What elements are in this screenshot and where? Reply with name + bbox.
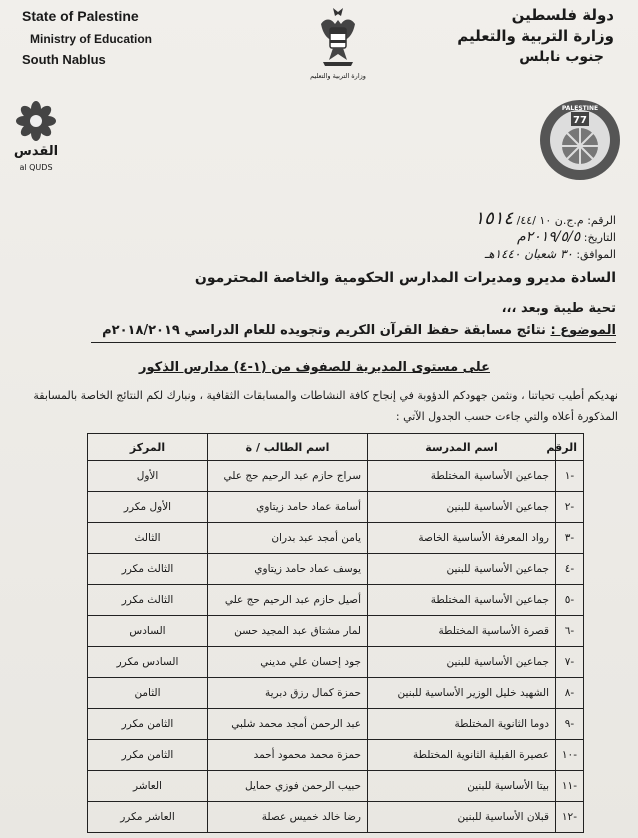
student-name: أسامة عماد حامد زيتاوي [208,492,368,523]
table-row [88,647,584,678]
student-name: حمزة محمد محمود أحمد [208,740,368,771]
quds-english: al QUDS [19,163,53,172]
row-number: -٩ [556,709,584,740]
student-name: حبيب الرحمن فوزي حمايل [208,771,368,802]
student-name: أصيل حازم عبد الرحيم حج علي [208,585,368,616]
school-name: قصرة الأساسية المختلطة [368,616,556,647]
school-name: قبلان الأساسية للبنين [368,802,556,833]
ar-directorate: جنوب نابلس [519,49,604,65]
row-number: -٣ [556,523,584,554]
header-english [22,8,152,67]
subject-underline [91,342,616,343]
badge-number: 77 [573,115,587,126]
rank: الأول مكرر [88,492,208,523]
school-name: جماعين الأساسية للبنين [368,647,556,678]
row-number: -٧ [556,647,584,678]
subject-text: نتائج مسابقة حفظ القرآن الكريم وتجويده للعام الدراسي ٢٠١٨/٢٠١٩م [102,323,546,338]
reference-label: الرقم: م.ج.ن ١٠ /٤٤/ [516,214,616,227]
row-number: -١١ [556,771,584,802]
table-row [88,523,584,554]
header-num: الرقم [556,434,584,461]
table-row [88,616,584,647]
school-name: عصيرة القبلية الثانوية المختلطة [368,740,556,771]
rank: الأول [88,461,208,492]
row-number: -١٢ [556,802,584,833]
hijri-line [485,247,616,261]
intro-line-2: المذكورة أعلاه والتي جاءت حسب الجدول الآتي : [395,410,618,423]
student-name: لمار مشتاق عبد المجيد حسن [208,616,368,647]
school-name: رواد المعرفة الأساسية الخاصة [368,523,556,554]
emblem-caption: وزارة التربية والتعليم [310,72,366,80]
rank: الثامن مكرر [88,740,208,771]
row-number: -٦ [556,616,584,647]
table-row [88,461,584,492]
rank: الثالث مكرر [88,554,208,585]
en-directorate: South Nablus [22,52,106,67]
table-header-row [88,434,584,461]
date-label: التاريخ: [583,231,616,244]
table-row [88,492,584,523]
flower-icon [14,100,58,142]
rank: الثالث مكرر [88,585,208,616]
reference-line [475,208,617,229]
school-name: جماعين الأساسية للبنين [368,554,556,585]
table-row [88,709,584,740]
subject-line [102,323,616,338]
date-value: ٢٠١٩/٥/٥م [517,229,581,245]
header-rank: المركز [88,434,208,461]
header-school: اسم المدرسة [368,434,556,461]
table-row [88,554,584,585]
row-number: -١٠ [556,740,584,771]
header-arabic [457,6,614,65]
rank: السادس [88,616,208,647]
row-number: -٤ [556,554,584,585]
greeting: تحية طيبة وبعد ،،، [501,301,616,316]
table-row [88,740,584,771]
student-name: عبد الرحمن أمجد محمد شلبي [208,709,368,740]
ar-state: دولة فلسطين [511,6,614,24]
rank: الثامن مكرر [88,709,208,740]
rank: العاشر [88,771,208,802]
student-name: يامن أمجد عبد بدران [208,523,368,554]
al-quds-logo [6,100,66,172]
row-number: -٨ [556,678,584,709]
table-row [88,771,584,802]
rank: الثامن [88,678,208,709]
en-ministry: Ministry of Education [30,32,153,46]
addressee: السادة مديرو ومديرات المدارس الحكومية والخاصة المحترمون [194,270,616,286]
results-table [87,433,584,833]
hijri-value: ٣٠ شعبان ١٤٤٠هـ [484,247,573,261]
palestine-77-badge [538,98,622,182]
student-name: يوسف عماد حامد زيتاوي [208,554,368,585]
en-state: State of Palestine [22,8,139,24]
student-name: جود إحسان علي مديني [208,647,368,678]
header-student: اسم الطالب / ة [208,434,368,461]
date-line [517,229,616,245]
level-line: على مستوى المديرية للصفوف من (١-٤) مدارس الذكور [139,360,490,375]
rank: العاشر مكرر [88,802,208,833]
student-name: رضا خالد خميس عصلة [208,802,368,833]
ar-ministry: وزارة التربية والتعليم [457,27,614,45]
hijri-label: الموافق: [576,248,616,261]
table-row [88,585,584,616]
row-number: -١ [556,461,584,492]
table-row [88,678,584,709]
intro-line-1: نهديكم أطيب تحياتنا ، ونثمن جهودكم الدؤوبة في إنجاح كافة النشاطات والمسابقات الثقافية ، ونبارك لكم النتائج الخاصة بالمسابقة [33,389,618,402]
palestine-emblem-icon [315,4,361,74]
badge-label: PALESTINE [561,105,599,112]
school-name: جماعين الأساسية للبنين [368,492,556,523]
rank: السادس مكرر [88,647,208,678]
student-name: حمزة كمال رزق دبرية [208,678,368,709]
quds-arabic: القدس [13,144,59,159]
subject-label: الموضوع : [550,323,616,338]
school-name: جماعين الأساسية المختلطة [368,461,556,492]
school-name: الشهيد خليل الوزير الأساسية للبنين [368,678,556,709]
reference-number: ١٥١٤ [474,208,514,229]
table-row [88,802,584,833]
school-name: جماعين الأساسية المختلطة [368,585,556,616]
student-name: سراج حازم عبد الرحيم حج علي [208,461,368,492]
row-number: -٥ [556,585,584,616]
school-name: دوما الثانوية المختلطة [368,709,556,740]
rank: الثالث [88,523,208,554]
row-number: -٢ [556,492,584,523]
school-name: بيتا الأساسية للبنين [368,771,556,802]
